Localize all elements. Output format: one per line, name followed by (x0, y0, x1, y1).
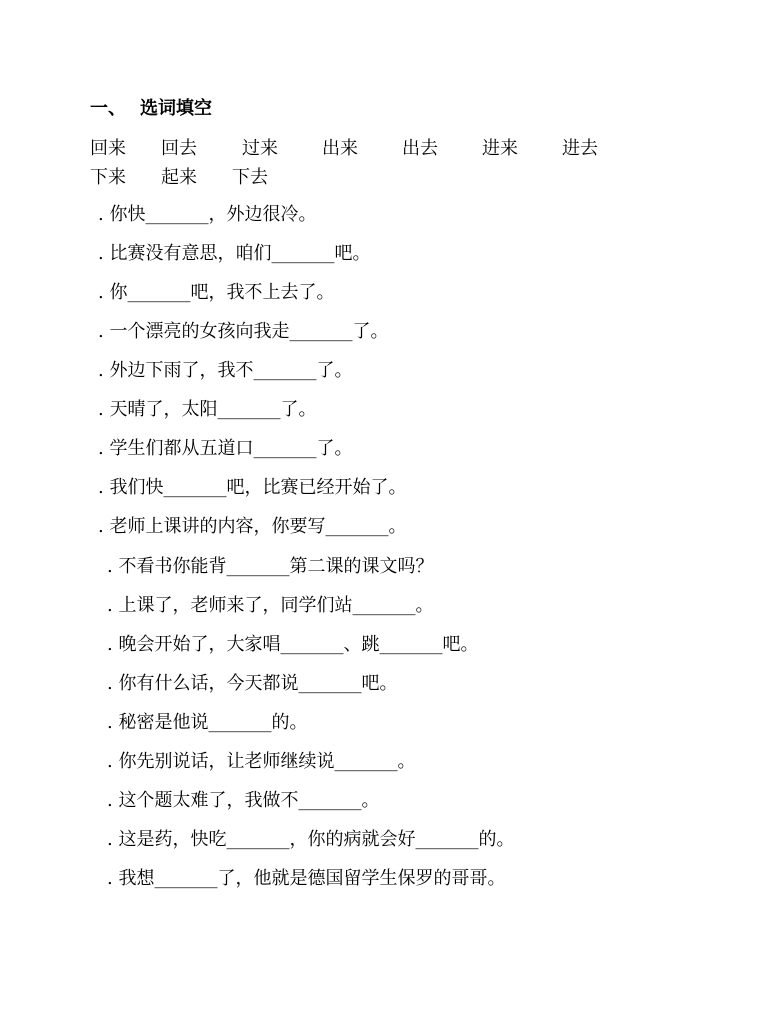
sentence-6: . 天晴了，太阳_______了。 (98, 399, 317, 420)
word-bank-item: 起来 (161, 167, 197, 188)
word-bank-row-1 (90, 134, 650, 160)
word-bank-item: 进来 (482, 138, 518, 159)
word-bank-item: 下来 (90, 167, 126, 188)
sentence-4: . 一个漂亮的女孩向我走_______了。 (98, 321, 389, 342)
sentence-13: . 你有什么话，今天都说_______吧。 (107, 673, 398, 694)
word-bank-item: 回来 (90, 138, 126, 159)
sentence-3: . 你_______吧，我不上去了。 (98, 282, 335, 303)
sentence-10: . 不看书你能背_______第二课的课文吗？ (107, 556, 434, 577)
sentence-15: . 你先别说话，让老师继续说_______。 (107, 751, 416, 772)
section-title: 选词填空 (140, 98, 212, 119)
sentence-12: . 晚会开始了，大家唱_______、跳_______吧。 (107, 634, 479, 655)
word-bank-item: 出去 (402, 138, 438, 159)
word-bank-item: 进去 (562, 138, 598, 159)
sentence-1: . 你快_______，外边很冷。 (98, 204, 317, 225)
sentence-17: . 这是药，快吃_______，你的病就会好_______的。 (107, 829, 515, 850)
word-bank-row-2 (90, 163, 650, 189)
section-heading (90, 94, 212, 120)
word-bank-item: 下去 (232, 167, 268, 188)
sentence-18: . 我想_______了，他就是德国留学生保罗的哥哥。 (107, 868, 506, 889)
sentence-5: . 外边下雨了，我不_______了。 (98, 360, 353, 381)
sentence-16: . 这个题太难了，我做不_______。 (107, 790, 380, 811)
sentence-2: . 比赛没有意思，咱们_______吧。 (98, 243, 371, 264)
sentence-11: . 上课了，老师来了，同学们站_______。 (107, 595, 434, 616)
word-bank-item: 过来 (242, 138, 278, 159)
word-bank-item: 回去 (161, 138, 197, 159)
sentence-8: . 我们快_______吧，比赛已经开始了。 (98, 477, 407, 498)
sentence-14: . 秘密是他说_______的。 (107, 712, 308, 733)
word-bank-item: 出来 (322, 138, 358, 159)
sentence-9: . 老师上课讲的内容，你要写_______。 (98, 516, 407, 537)
sentence-7: . 学生们都从五道口_______了。 (98, 438, 353, 459)
section-number: 一、 (90, 98, 126, 119)
